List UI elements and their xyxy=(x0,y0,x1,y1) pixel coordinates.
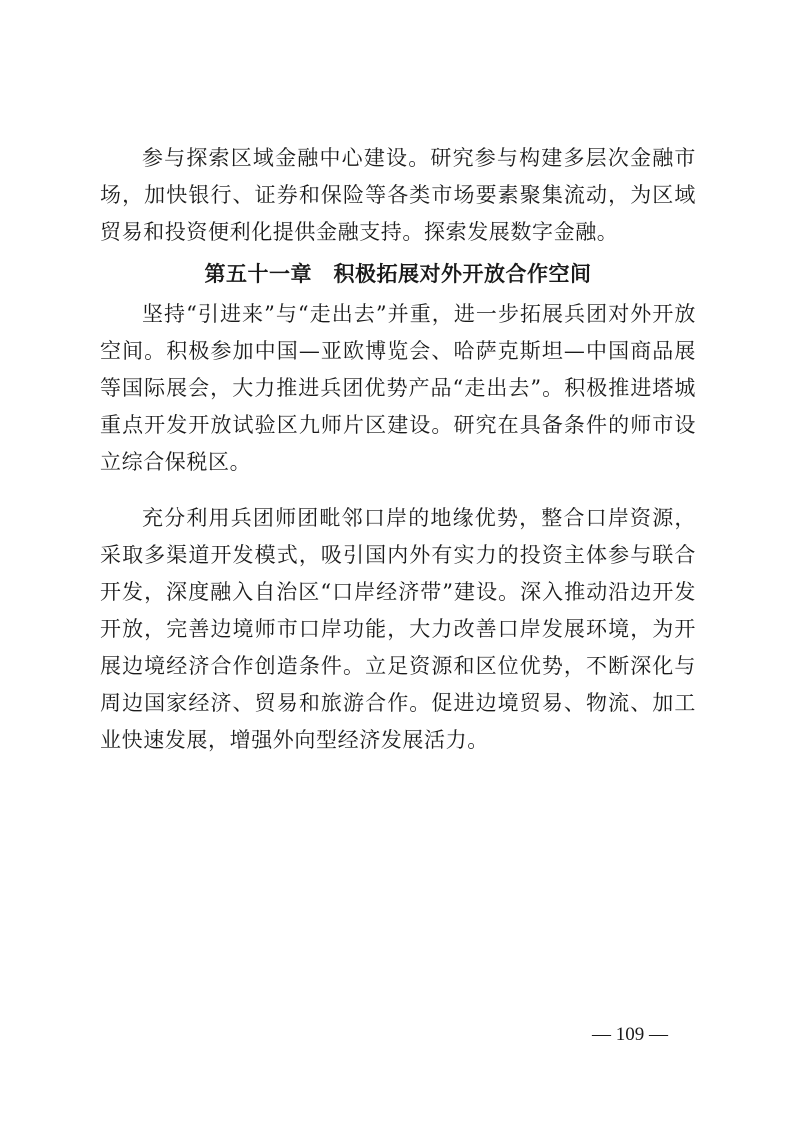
page-number: — 109 — xyxy=(592,1024,668,1045)
paragraph-finance: 参与探索区域金融中心建设。研究参与构建多层次金融市场，加快银行、证券和保险等各类市场要素聚集流动，为区域贸易和投资便利化提供金融支持。探索发展数字金融。 xyxy=(100,146,696,244)
chapter-body-2 xyxy=(100,500,696,759)
paragraph-border-ports: 充分利用兵团师团毗邻口岸的地缘优势，整合口岸资源，采取多渠道开发模式，吸引国内外有实力的投资主体参与联合开发，深度融入自治区“口岸经济带”建设。深入推动沿边开发开放，完善边境师市口岸功能，大力改善口岸发展环境，为开展边境经济合作创造条件。立足资源和区位优势，不断深化与周边国家经济、贸易和旅游合作。促进边境贸易、物流、加工业快速发展，增强外向型经济发展活力。 xyxy=(100,506,696,752)
chapter-body xyxy=(100,296,696,481)
chapter-title: 第五十一章 积极拓展对外开放合作空间 xyxy=(204,262,592,286)
intro-section xyxy=(100,140,696,251)
paragraph-opening: 坚持“引进来”与“走出去”并重，进一步拓展兵团对外开放空间。积极参加中国—亚欧博览会、哈萨克斯坦—中国商品展等国际展会，大力推进兵团优势产品“走出去”。积极推进塔城重点开发开放试验区九师片区建设。研究在具备条件的师市设立综合保税区。 xyxy=(100,302,696,474)
